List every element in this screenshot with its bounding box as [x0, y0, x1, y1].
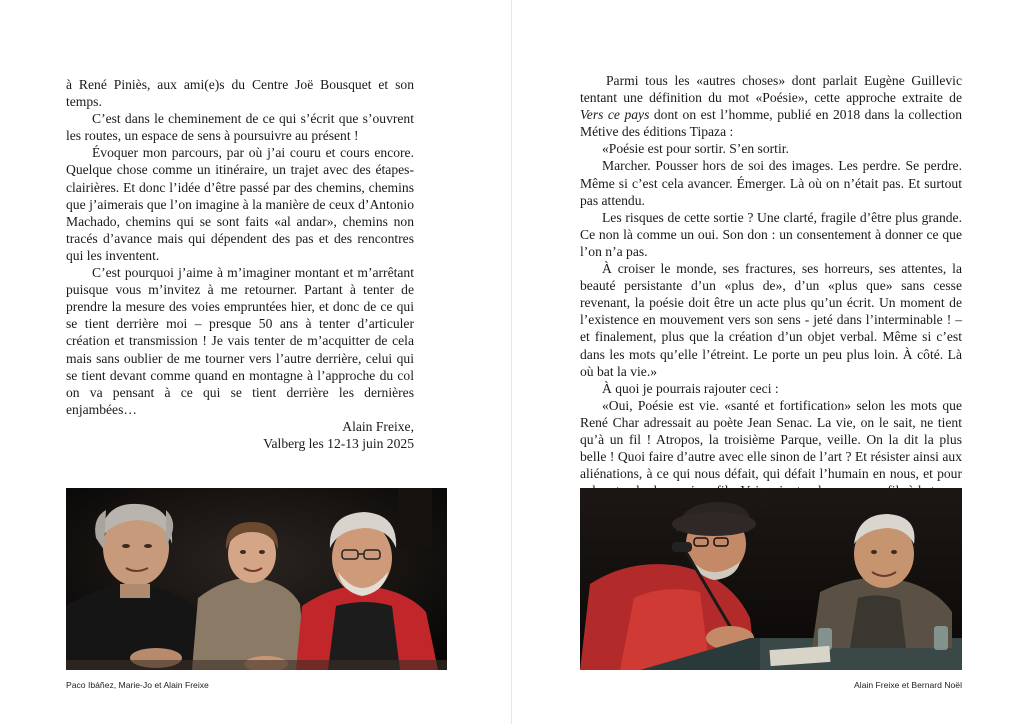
intro-text-after: dont on est l’homme, publié en 2018 dans la collection Métive des éditions Tipaza :: [580, 107, 962, 140]
photo-caption: Alain Freixe et Bernard Noël: [854, 680, 962, 690]
photo-three-people: [66, 488, 447, 670]
quote-paragraph: «Poésie est pour sortir. S’en sortir.: [602, 141, 789, 157]
quote-paragraph: «Oui, Poésie est vie. «santé et fortification» selon les mots que René Char adressait au poète Jean Senac. La vie, on le sait, ne tient qu’à un fil ! Atropos, la troisième Parque, veille. On la dit la plus belle ! Quoi faire d’autre avec elle sinon de l’art ? Et résister ainsi aux aliénations, à ce qui nous défait, qui défait l’humain en nous, et pour: [580, 397, 962, 482]
signature-name: Alain Freixe,: [342, 418, 414, 434]
photo-two-men: [580, 488, 962, 670]
quote-paragraph: Les risques de cette sortie ? Une clarté, fragile d’être plus grande. Ce non là comme un oui. Son don : un consentement à donner ce que l’on n’a pas.: [580, 209, 962, 259]
quote-paragraph: À quoi je pourrais rajouter ceci :: [602, 380, 779, 396]
paragraph: C’est pourquoi j’aime à m’imaginer montant et m’arrêtant puisque vous m’invitez à me retourner. Partant à tenter de prendre la mesure des voies empruntées hier, et donc de ce qui se tient derrière moi – presque 50 ans à tenter d’articuler création et transmission ! Je vais tenter de m’acquitter de cela mais sans oublier de me tourner vers l’autre derrière, celui qui se tient devant comme quand en montagne à l’approche du col on va pensant à ce qui se tient derrière les dernières enjambées…: [66, 265, 414, 417]
quote-paragraph: À croiser le monde, ses fractures, ses horreurs, ses attentes, la beauté persistante d’un «plus de», d’un «plus que» sans cesse revenant, la poésie doit être un acte plus qu’un écrit. Un moment de l’existence en mouvement vers son sens - jeté dans l’interminable ! – et finalement, plus que la création d’un objet verbal. Même si c’est dans les mots qu’elle l’étreint. Le porte un peu plus loin. À côté. Là où bat la vie.»: [580, 261, 962, 379]
book-title: Vers ce pays: [580, 107, 650, 123]
signature-place-date: Valberg les 12-13 juin 2025: [263, 435, 414, 451]
left-page-text: [66, 76, 414, 452]
intro-paragraph: [580, 72, 962, 140]
dedication: à René Piniès, aux ami(e)s du Centre Joë Bousquet et son temps.: [66, 77, 414, 110]
quote-paragraph: Marcher. Pousser hors de soi des images. Les perdre. Se perdre. Même si c’est cela avancer. Émerger. Là où on n’était pas. Et surtout pas attendu.: [580, 158, 962, 208]
right-page: [512, 0, 1024, 724]
paragraph: C’est dans le cheminement de ce qui s’écrit que s’ouvrent les routes, un espace de sens à poursuivre au présent !: [66, 111, 414, 144]
intro-text-before: Parmi tous les «autres choses» dont parlait Eugène Guillevic tentant une définition du mot «Poésie», cette approche extraite de: [580, 73, 962, 106]
photo-caption: Paco Ibáñez, Marie-Jo et Alain Freixe: [66, 680, 209, 690]
signature: [66, 418, 414, 452]
paragraph: Évoquer mon parcours, par où j’ai couru et cours encore. Quelque chose comme un itinéraire, un trajet avec des étapes-clairières. Et donc l’idée d’être passé par des chemins, chemins que j’aimerais que l’on imagine à la manière de ceux d’Antonio Machado, chemins qui se sont faits «al andar», chemins non tracés d’avance mais qui dépendent des pas et des rencontres qui les inventent.: [66, 145, 414, 263]
